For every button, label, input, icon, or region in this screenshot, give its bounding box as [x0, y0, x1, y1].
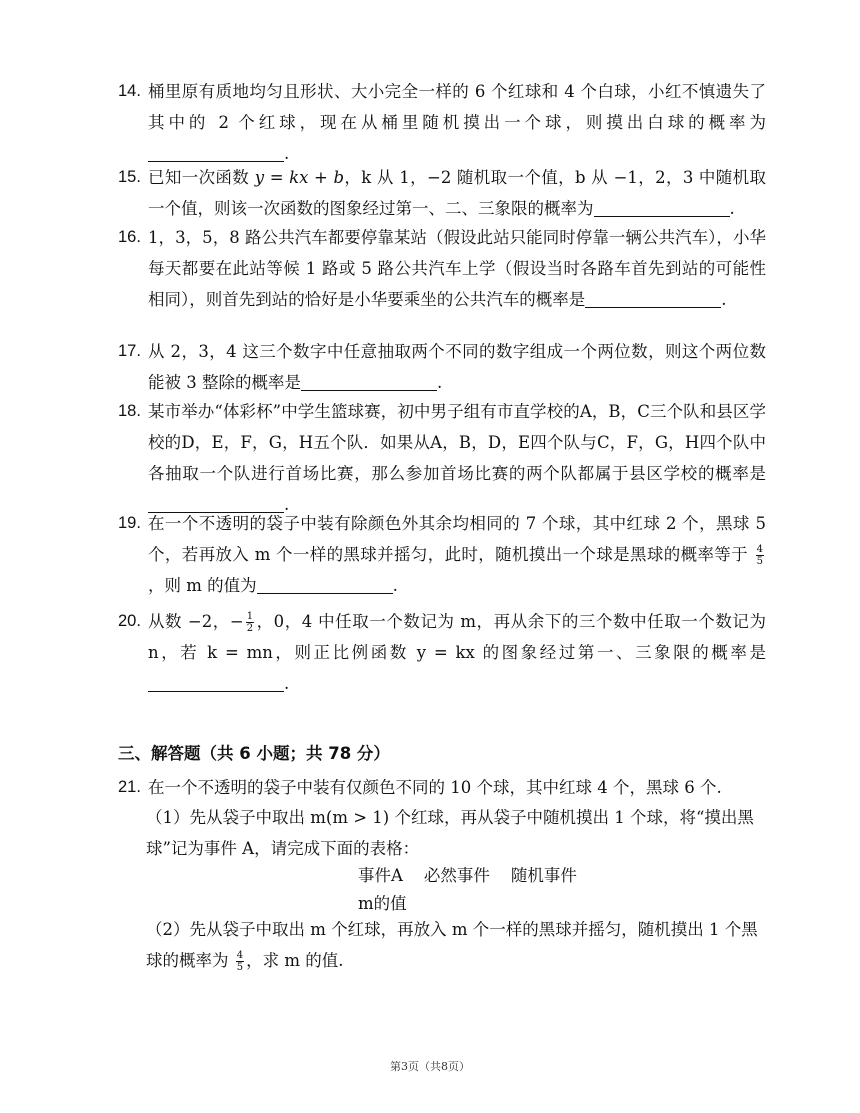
question-20	[118, 606, 766, 699]
question-15	[118, 162, 766, 224]
question-text: 在一个不透明的袋子中装有仅颜色不同的 10 个球，其中红球 4 个，黑球 6 个.	[148, 778, 722, 797]
answer-blank[interactable]	[148, 141, 284, 162]
section-heading: 三、解答题（共 6 小题；共 78 分）	[118, 744, 390, 763]
numerator: 1	[246, 611, 254, 622]
question-number: 15.	[118, 168, 141, 186]
question-21-part-1: （1）先从袋子中取出 m(m > 1) 个红球，再从袋子中随机摸出 1 个球，将“摸出黑球”记为事件 A，请完成下面的表格：	[146, 808, 754, 858]
question-18	[118, 396, 766, 520]
table-cell: 事件A	[358, 866, 403, 885]
answer-table-row	[358, 890, 407, 914]
question-17	[118, 336, 766, 398]
question-19	[118, 508, 766, 601]
denominator: 2	[246, 623, 254, 634]
question-21	[118, 772, 766, 803]
answer-table-header	[358, 862, 577, 886]
question-21-part-2	[146, 914, 766, 976]
question-number: 17.	[118, 342, 141, 360]
question-14	[118, 76, 766, 169]
question-16	[118, 222, 766, 315]
question-text: 1，3，5，8 路公共汽车都要停靠某站（假设此站只能同时停靠一辆公共汽车），小华每天都要在此站等候 1 路或 5 路公共汽车上学（假设当时各路车首先到站的可能性相同），则首先到站的恰好是小华要乘坐的公共汽车的概率是	[148, 228, 766, 309]
fraction	[236, 950, 244, 973]
question-text: 从数 −2，−	[148, 612, 244, 631]
period: .	[437, 373, 443, 392]
fraction	[246, 611, 254, 634]
answer-blank[interactable]	[301, 370, 437, 391]
denominator: 5	[756, 556, 763, 567]
table-cell: 随机事件	[510, 866, 577, 885]
answer-blank[interactable]	[257, 573, 393, 594]
question-number: 18.	[118, 402, 141, 420]
question-text: ，0，4 中任取一个数记为 m，再从余下的三个数中任取一个数记为 n，若 k = mn，则正比例函数 y = kx 的图象经过第一、三象限的概率是	[148, 612, 766, 662]
period: .	[284, 144, 290, 163]
question-text: 在一个不透明的袋子中装有除颜色外其余均相同的 7 个球，其中红球 2 个，黑球 5 个，若再放入 m 个一样的黑球并摇匀，此时，随机摸出一个球是黑球的概率等于	[148, 514, 766, 564]
fraction	[756, 544, 764, 567]
numerator: 4	[756, 544, 763, 555]
table-cell: m的值	[358, 894, 407, 913]
equation: y = kx + b	[254, 168, 345, 187]
question-text: 从 2，3，4 这三个数字中任意抽取两个不同的数字组成一个两位数，则这个两位数能被 3 整除的概率是	[148, 342, 766, 392]
answer-blank[interactable]	[148, 671, 284, 692]
question-number: 19.	[118, 514, 141, 532]
period: .	[392, 576, 398, 595]
numerator: 4	[236, 950, 244, 961]
question-text: ，k 从 1，−2 随机取一个值，b 从 −1，2，3 中随机取一个值，则该一次函数的图象经过第一、二、三象限的概率为	[148, 168, 766, 218]
page-footer: 第3页（共8页）	[390, 1060, 470, 1073]
period: .	[721, 290, 727, 309]
period: .	[284, 495, 290, 514]
question-text: （2）先从袋子中取出 m 个红球，再放入 m 个一样的黑球并摇匀，随机摸出 1 个黑球的概率为	[146, 920, 758, 970]
table-cell: 必然事件	[423, 866, 490, 885]
period: .	[729, 199, 735, 218]
answer-blank[interactable]	[594, 196, 730, 217]
question-number: 14.	[118, 82, 141, 100]
question-text: 已知一次函数	[148, 168, 255, 187]
period: .	[284, 674, 290, 693]
denominator: 5	[236, 962, 244, 973]
question-text: ，求 m 的值.	[246, 951, 344, 970]
question-text: 桶里原有质地均匀且形状、大小完全一样的 6 个红球和 4 个白球，小红不慎遗失了其中的 2 个红球，现在从桶里随机摸出一个球，则摸出白球的概率为	[148, 82, 766, 132]
question-number: 20.	[118, 612, 141, 630]
question-number: 21.	[118, 778, 141, 796]
question-number: 16.	[118, 228, 141, 246]
question-text: ，则 m 的值为	[148, 576, 257, 595]
question-text: 某市举办“体彩杯”中学生篮球赛，初中男子组有市直学校的A，B，C三个队和县区学校的D，E，F，G，H五个队．如果从A，B，D，E四个队与C，F，G，H四个队中各抽取一个队进行首场比赛，那么参加首场比赛的两个队都属于县区学校的概率是	[148, 402, 766, 483]
answer-blank[interactable]	[585, 287, 721, 308]
